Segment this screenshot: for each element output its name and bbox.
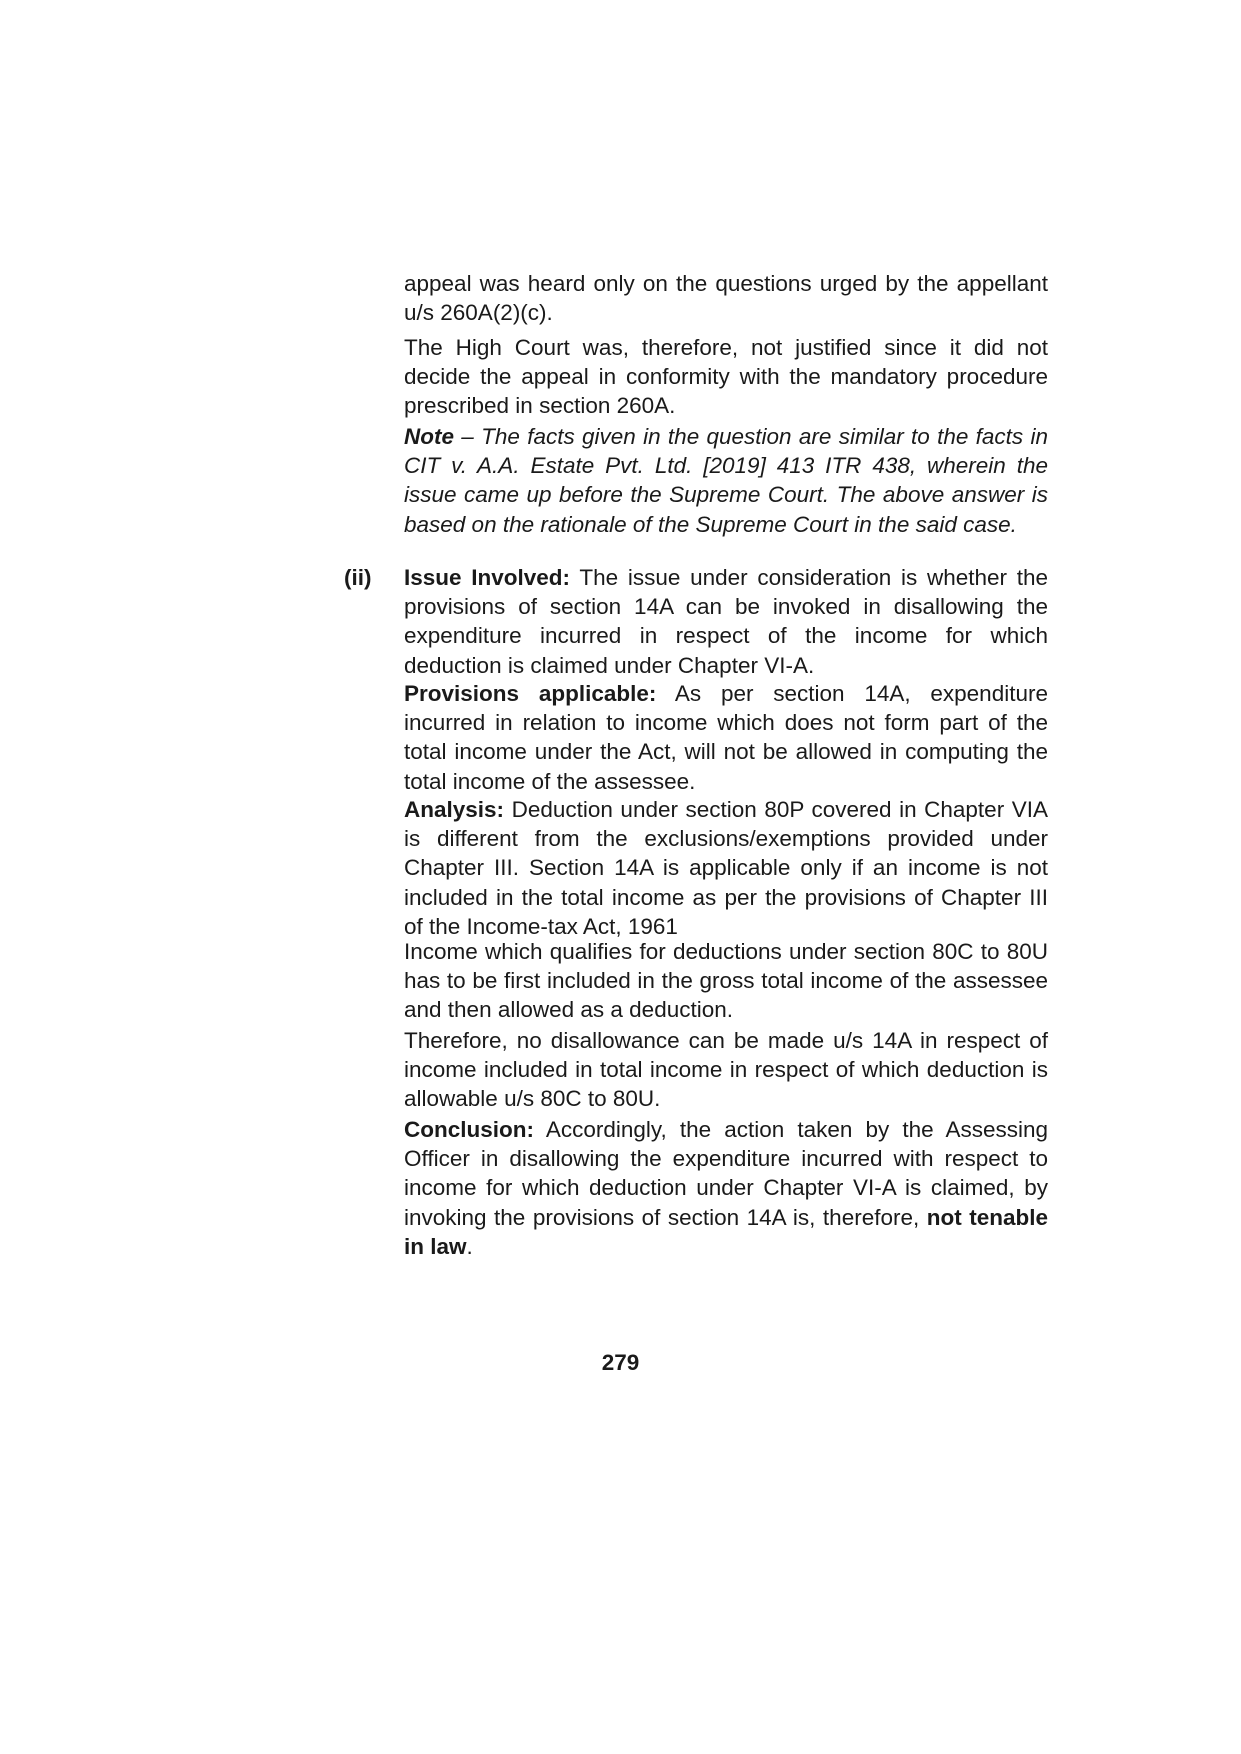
conclusion-text: Accordingly, the action taken by the Assessing Officer in disallowing the expenditure incurred with respect to income for which deduction under Chapter VI-A is claimed, by invoking the provisions of section 14A is, therefore, (404, 1117, 1048, 1230)
item-label-ii: (ii) (344, 565, 372, 590)
conclusion-emphasis: not tenable in law (404, 1204, 1048, 1259)
paragraph-provisions-applicable (404, 679, 1048, 796)
issue-text: The issue under consideration is whether the provisions of section 14A can be invoked in disallowing the expenditure incurred in respect of the income for which deduction is claimed under Chapter VI-A. (404, 565, 1048, 678)
page-number: 279 (601, 1350, 640, 1375)
analysis-text: Deduction under section 80P covered in Chapter VIA is different from the exclusions/exemptions provided under Chapter III. Section 14A is applicable only if an income is not included in the total income as per the provisions of Chapter III of the Income-tax Act, 1961 (404, 797, 1048, 939)
provisions-text: As per section 14A, expenditure incurred in relation to income which does not form part of the total income under the Act, will not be allowed in computing the total income of the assessee. (404, 681, 1048, 794)
paragraph-appeal-heard: appeal was heard only on the questions urged by the appellant u/s 260A(2)(c). (404, 271, 1048, 326)
note-text: – The facts given in the question are similar to the facts in CIT v. A.A. Estate Pvt. Ltd. [2019] 413 ITR 438, wherein the issue came up before the Supreme Court. The above answer is based on the rationale of the Supreme Court in the said case. (404, 424, 1048, 537)
paragraph-issue-involved (404, 563, 1048, 680)
note-label: Note (404, 424, 454, 449)
issue-heading: Issue Involved: (404, 565, 571, 590)
paragraph-income-qualifies: Income which qualifies for deductions under section 80C to 80U has to be first included in the gross total income of the assessee and then allowed as a deduction. (404, 939, 1048, 1023)
conclusion-heading: Conclusion: (404, 1117, 534, 1142)
provisions-heading: Provisions applicable: (404, 681, 657, 706)
paragraph-analysis (404, 795, 1048, 941)
conclusion-end: . (466, 1233, 473, 1259)
paragraph-conclusion (404, 1115, 1048, 1261)
paragraph-therefore: Therefore, no disallowance can be made u/s 14A in respect of income included in total income in respect of which deduction is allowable u/s 80C to 80U. (404, 1028, 1048, 1112)
paragraph-high-court: The High Court was, therefore, not justified since it did not decide the appeal in conformity with the mandatory procedure prescribed in section 260A. (404, 335, 1048, 419)
paragraph-note (404, 422, 1048, 539)
analysis-heading: Analysis: (404, 797, 505, 822)
